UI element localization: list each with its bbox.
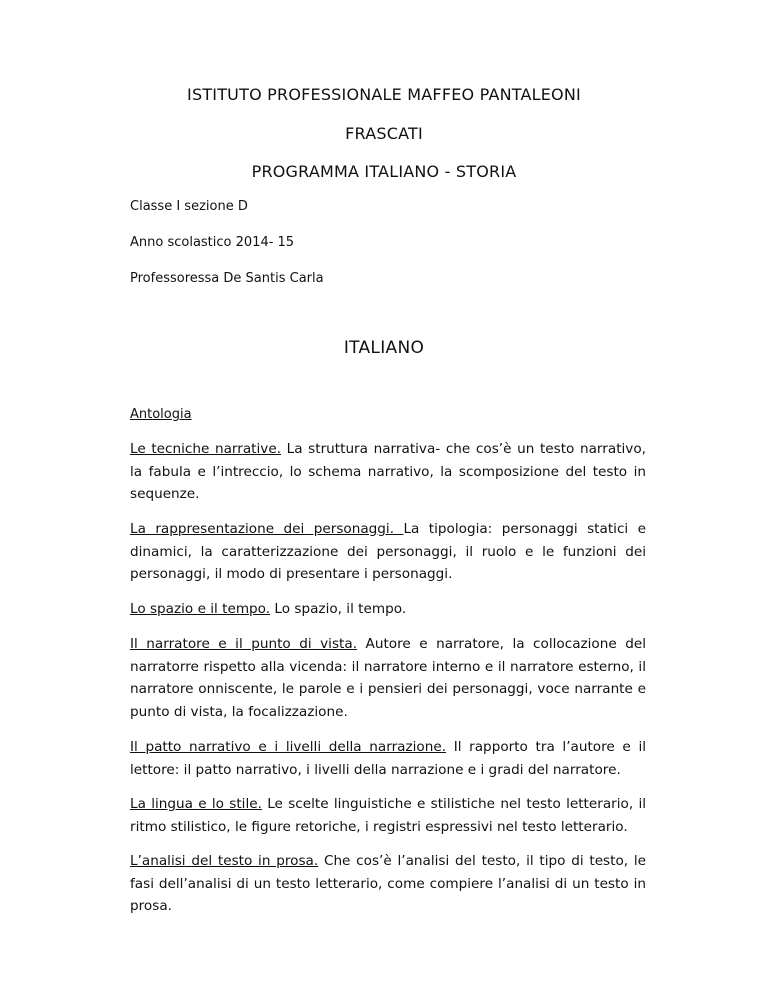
paragraph-characters bbox=[130, 518, 646, 586]
program-title: PROGRAMMA ITALIANO - STORIA bbox=[251, 162, 517, 181]
subsection-title: Antologia bbox=[130, 407, 192, 422]
paragraph-narrator bbox=[130, 633, 646, 723]
paragraph-language-style bbox=[130, 793, 646, 838]
paragraph-heading: Le tecniche narrative. bbox=[130, 441, 282, 457]
paragraph-body: La struttura narrativa- che cos’è un testo narrativo, la fabula e l’intreccio, lo schema narrativo, la scomposizione del testo in sequenze. bbox=[130, 441, 646, 502]
paragraph-space-time bbox=[130, 598, 646, 621]
paragraph-heading: Lo spazio e il tempo. bbox=[130, 601, 271, 617]
teacher-line: Professoressa De Santis Carla bbox=[130, 271, 324, 286]
paragraph-narrative-techniques bbox=[130, 438, 646, 506]
paragraph-body: Il rapporto tra l’autore e il lettore: il patto narrativo, i livelli della narrazione e i gradi del narratore. bbox=[130, 739, 646, 778]
paragraph-heading: La rappresentazione dei personaggi. bbox=[130, 521, 404, 537]
institute-title: ISTITUTO PROFESSIONALE MAFFEO PANTALEONI bbox=[187, 85, 581, 104]
paragraph-heading: La lingua e lo stile. bbox=[130, 796, 262, 812]
paragraph-body: Autore e narratore, la collocazione del narratorre rispetto alla vicenda: il narratore interno e il narratore esterno, il narratore onniscente, le parole e i pensieri dei personaggi, voce narrante e punto di vista, la focalizzazione. bbox=[130, 636, 646, 720]
paragraph-prose-analysis bbox=[130, 850, 646, 918]
paragraph-body: Le scelte linguistiche e stilistiche nel testo letterario, il ritmo stilistico, le figure retoriche, i registri espressivi nel testo letterario. bbox=[130, 796, 647, 835]
paragraph-body: Lo spazio, il tempo. bbox=[270, 601, 407, 617]
paragraph-narrative-pact bbox=[130, 736, 646, 781]
paragraph-heading: Il patto narrativo e i livelli della narrazione. bbox=[130, 739, 447, 755]
paragraph-heading: Il narratore e il punto di vista. bbox=[130, 636, 358, 652]
section-title: ITALIANO bbox=[343, 338, 425, 358]
school-year-line: Anno scolastico 2014- 15 bbox=[130, 235, 295, 250]
paragraph-body: Che cos’è l’analisi del testo, il tipo di testo, le fasi dell’analisi di un testo letterario, come compiere l’analisi di un testo in prosa. bbox=[130, 853, 647, 914]
city-title: FRASCATI bbox=[345, 124, 423, 143]
class-line: Classe I sezione D bbox=[130, 199, 248, 214]
paragraph-heading: L’analisi del testo in prosa. bbox=[130, 853, 319, 869]
paragraph-body: La tipologia: personaggi statici e dinamici, la caratterizzazione dei personaggi, il ruolo e le funzioni dei personaggi, il modo di presentare i personaggi. bbox=[130, 521, 647, 582]
